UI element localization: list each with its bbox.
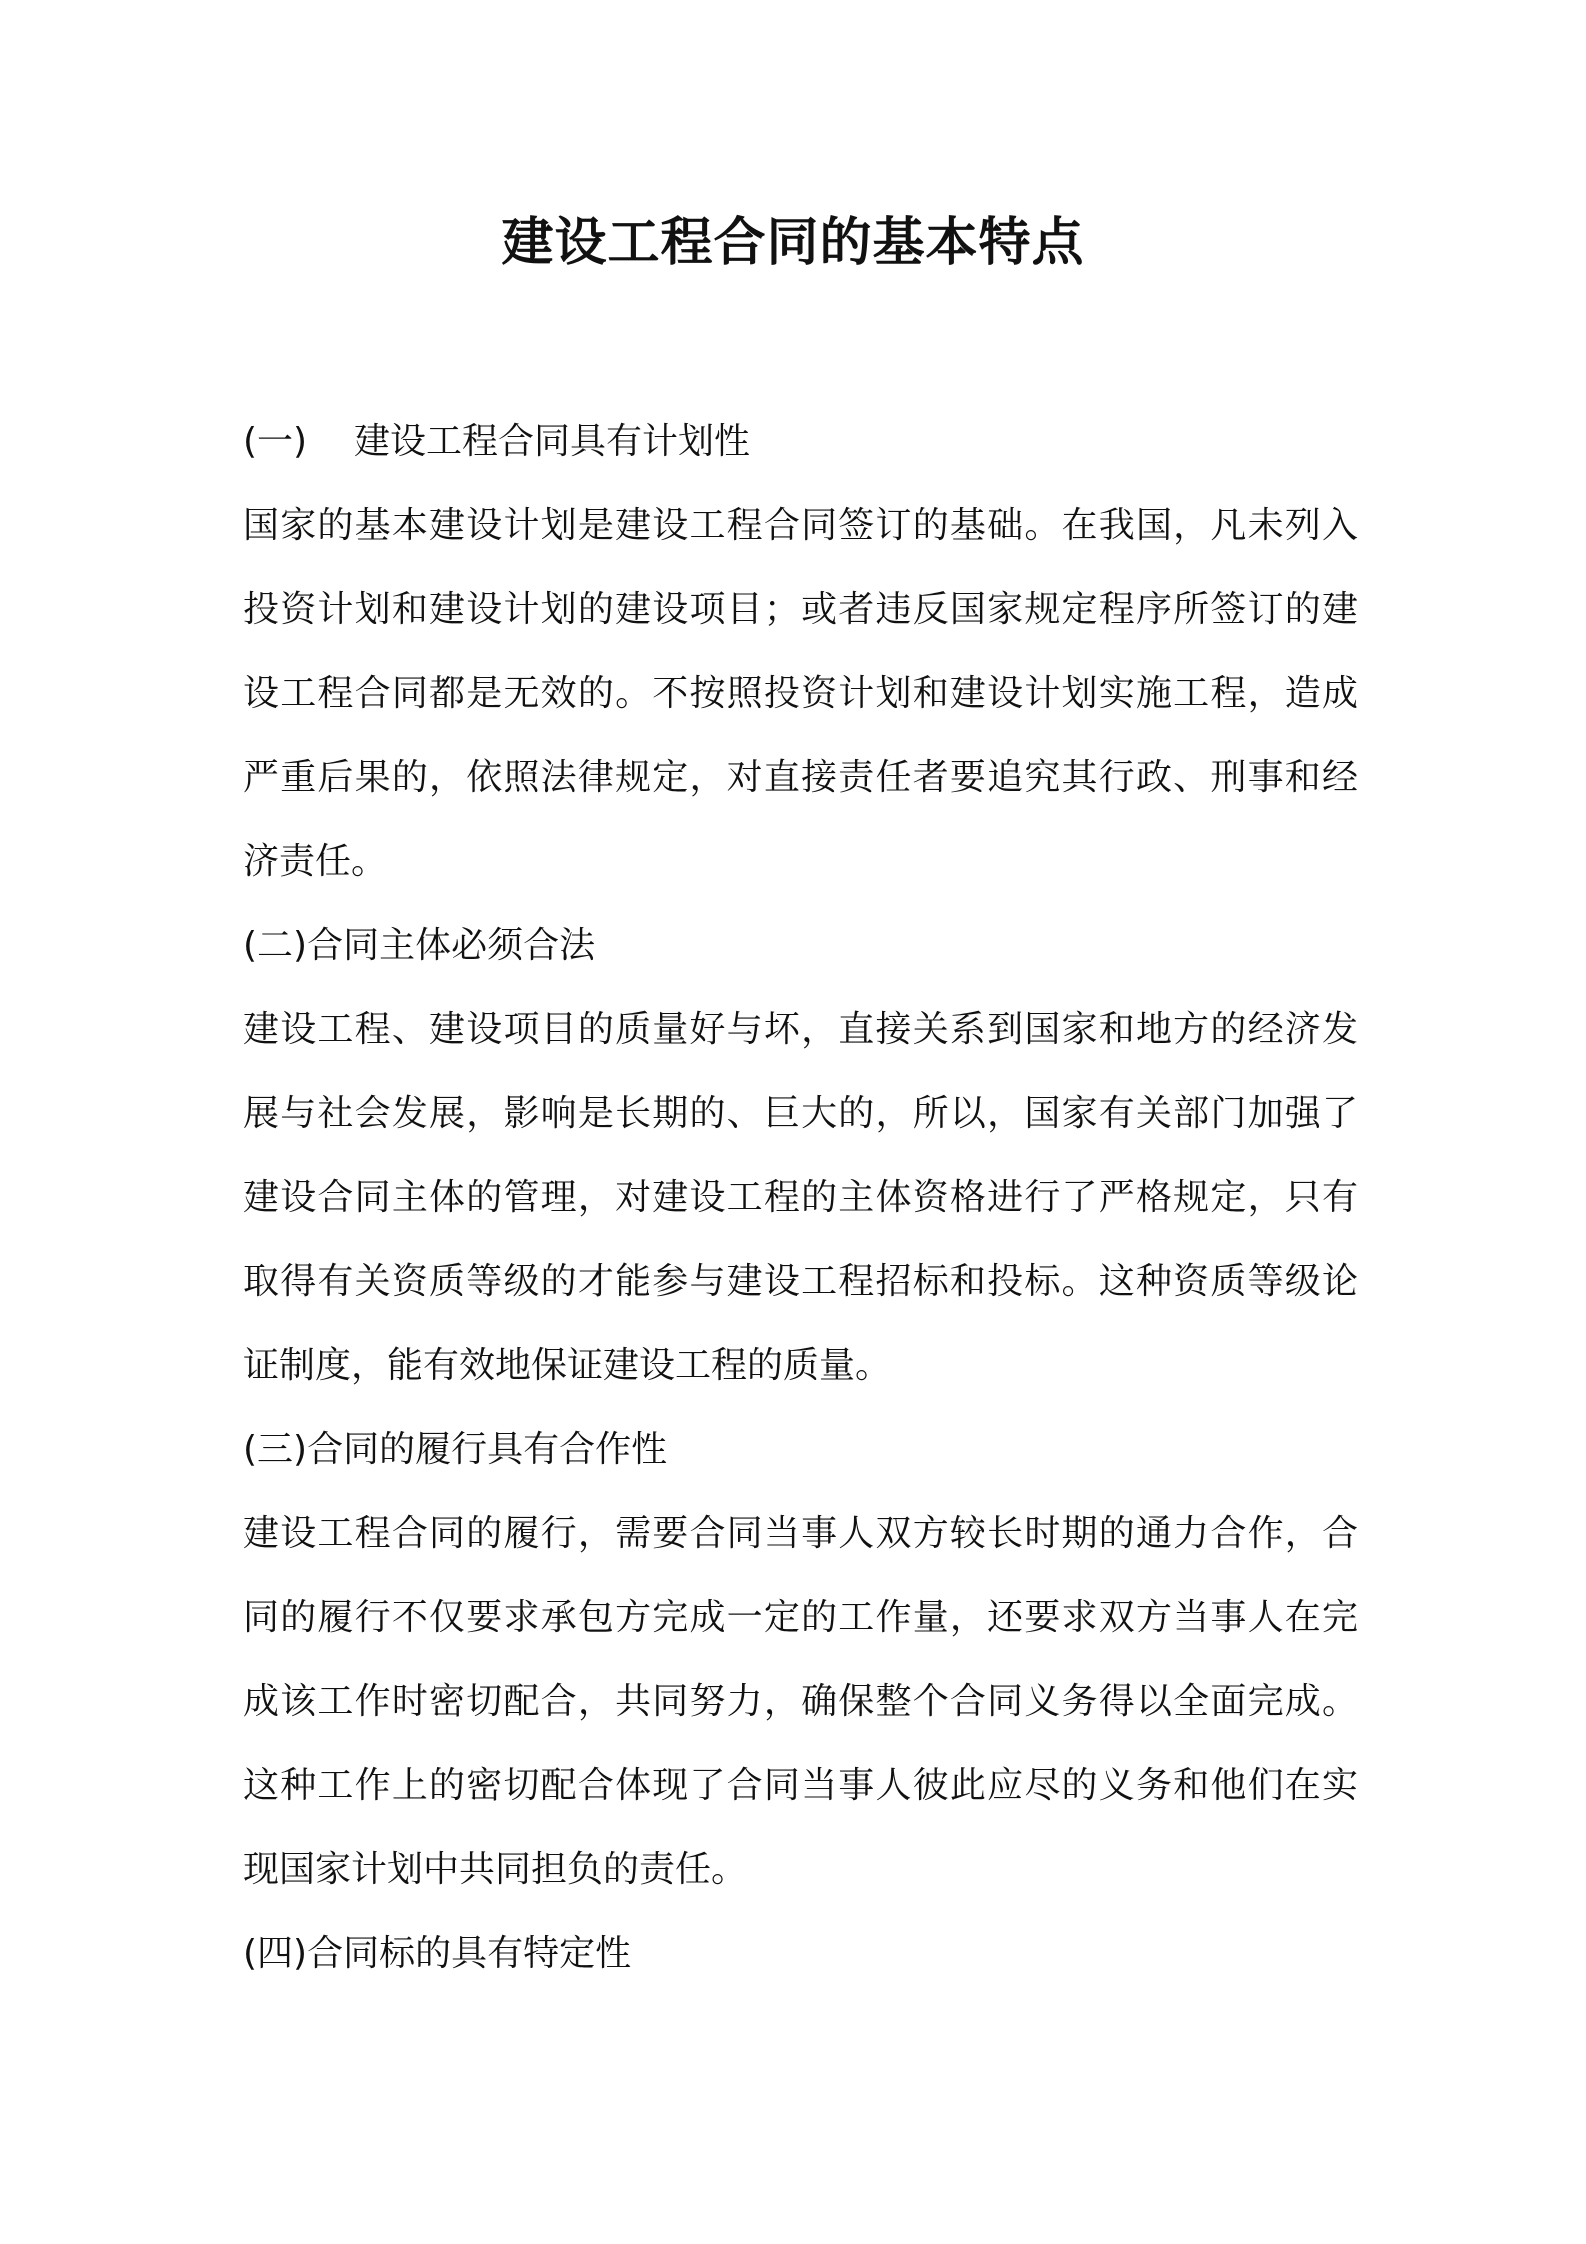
section-paragraph-1: 国家的基本建设计划是建设工程合同签订的基础。在我国，凡未列入投资计划和建设计划的建设项目；或者违反国家规定程序所签订的建设工程合同都是无效的。不按照投资计划和建设计划实施工程，造成严重后果的，依照法律规定，对直接责任者要追究其行政、刑事和经济责任。 (243, 505, 1358, 882)
section-number: (四) (243, 1933, 308, 1974)
section-heading-text: 建设工程合同具有计划性 (354, 421, 751, 462)
section-number: (三) (243, 1429, 308, 1470)
section-heading-3 (243, 1408, 1358, 1492)
section-heading-2 (243, 904, 1358, 988)
document-title: 建设工程合同的基本特点 (501, 213, 1085, 273)
section-paragraph-2: 建设工程、建设项目的质量好与坏，直接关系到国家和地方的经济发展与社会发展，影响是长期的、巨大的，所以，国家有关部门加强了建设合同主体的管理，对建设工程的主体资格进行了严格规定，只有取得有关资质等级的才能参与建设工程招标和投标。这种资质等级论证制度，能有效地保证建设工程的质量。 (243, 1009, 1358, 1386)
section-heading-text: 合同的履行具有合作性 (307, 1429, 668, 1470)
section-paragraph-3: 建设工程合同的履行，需要合同当事人双方较长时期的通力合作，合同的履行不仅要求承包方完成一定的工作量，还要求双方当事人在完成该工作时密切配合，共同努力，确保整个合同义务得以全面完成。这种工作上的密切配合体现了合同当事人彼此应尽的义务和他们在实现国家计划中共同担负的责任。 (243, 1513, 1358, 1890)
document-body (243, 400, 1358, 1996)
section-number: (二) (243, 925, 308, 966)
section-heading-1 (243, 400, 1358, 484)
section-heading-text: 合同主体必须合法 (307, 925, 596, 966)
section-heading-text: 合同标的具有特定性 (307, 1933, 632, 1974)
section-heading-4 (243, 1912, 1358, 1996)
section-number: (一) (243, 421, 308, 462)
